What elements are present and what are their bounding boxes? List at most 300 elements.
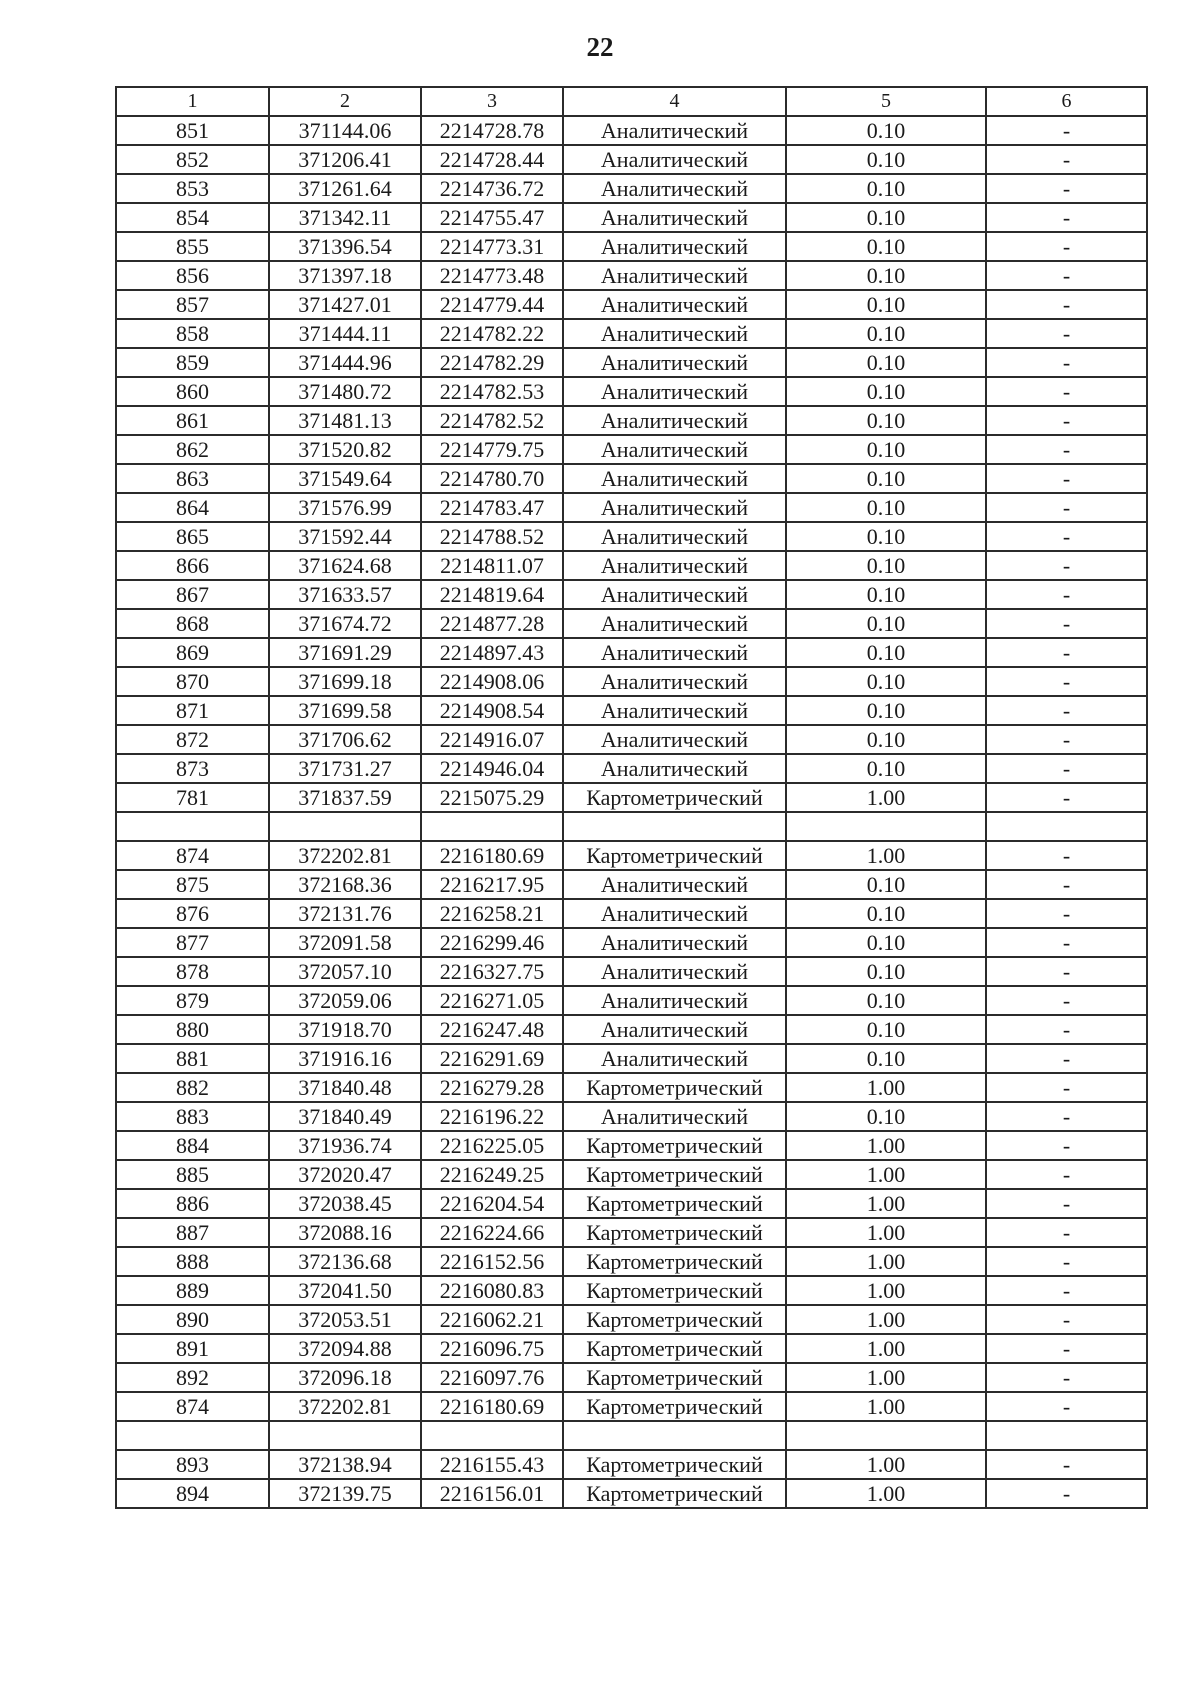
accuracy-cell: 0.10 xyxy=(786,435,986,464)
accuracy-cell: 1.00 xyxy=(786,1131,986,1160)
table-row xyxy=(116,725,1147,754)
y-coordinate-cell: 2214877.28 xyxy=(421,609,563,638)
table-row xyxy=(116,464,1147,493)
method-cell: Аналитический xyxy=(563,522,786,551)
y-coordinate-cell: 2214728.78 xyxy=(421,116,563,145)
method-cell: Аналитический xyxy=(563,261,786,290)
note-cell: - xyxy=(986,348,1147,377)
method-cell: Аналитический xyxy=(563,609,786,638)
y-coordinate-cell: 2214908.06 xyxy=(421,667,563,696)
note-cell: - xyxy=(986,1363,1147,1392)
note-cell: - xyxy=(986,725,1147,754)
x-coordinate-cell: 371837.59 xyxy=(269,783,421,812)
point-number-cell: 876 xyxy=(116,899,269,928)
note-cell: - xyxy=(986,1334,1147,1363)
x-coordinate-cell: 372139.75 xyxy=(269,1479,421,1508)
note-cell: - xyxy=(986,870,1147,899)
accuracy-cell: 1.00 xyxy=(786,783,986,812)
method-cell: Аналитический xyxy=(563,986,786,1015)
note-cell: - xyxy=(986,899,1147,928)
method-cell: Аналитический xyxy=(563,551,786,580)
method-cell: Аналитический xyxy=(563,203,786,232)
y-coordinate-cell: 2216249.25 xyxy=(421,1160,563,1189)
note-cell: - xyxy=(986,928,1147,957)
method-cell: Картометрический xyxy=(563,783,786,812)
note-cell: - xyxy=(986,377,1147,406)
method-cell: Картометрический xyxy=(563,1363,786,1392)
x-coordinate-cell: 371480.72 xyxy=(269,377,421,406)
note-cell: - xyxy=(986,638,1147,667)
x-coordinate-cell: 372038.45 xyxy=(269,1189,421,1218)
x-coordinate-cell: 371706.62 xyxy=(269,725,421,754)
x-coordinate-cell: 371444.11 xyxy=(269,319,421,348)
method-cell: Аналитический xyxy=(563,899,786,928)
table-row xyxy=(116,899,1147,928)
y-coordinate-cell xyxy=(421,1421,563,1450)
point-number-cell: 884 xyxy=(116,1131,269,1160)
accuracy-cell: 0.10 xyxy=(786,232,986,261)
y-coordinate-cell: 2214783.47 xyxy=(421,493,563,522)
method-cell: Аналитический xyxy=(563,696,786,725)
note-cell: - xyxy=(986,261,1147,290)
y-coordinate-cell: 2216155.43 xyxy=(421,1450,563,1479)
point-number-cell: 870 xyxy=(116,667,269,696)
accuracy-cell: 1.00 xyxy=(786,1189,986,1218)
table-row xyxy=(116,1131,1147,1160)
x-coordinate-cell: 371576.99 xyxy=(269,493,421,522)
accuracy-cell: 0.10 xyxy=(786,377,986,406)
accuracy-cell: 0.10 xyxy=(786,725,986,754)
method-cell: Картометрический xyxy=(563,1189,786,1218)
x-coordinate-cell: 371397.18 xyxy=(269,261,421,290)
accuracy-cell: 0.10 xyxy=(786,493,986,522)
y-coordinate-cell: 2214773.31 xyxy=(421,232,563,261)
method-cell: Картометрический xyxy=(563,1247,786,1276)
table-row xyxy=(116,957,1147,986)
table-row xyxy=(116,783,1147,812)
method-cell: Аналитический xyxy=(563,406,786,435)
method-cell: Аналитический xyxy=(563,435,786,464)
accuracy-cell: 1.00 xyxy=(786,1160,986,1189)
y-coordinate-cell: 2214736.72 xyxy=(421,174,563,203)
x-coordinate-cell: 371396.54 xyxy=(269,232,421,261)
table-row xyxy=(116,145,1147,174)
note-cell: - xyxy=(986,609,1147,638)
column-header-4: 4 xyxy=(563,87,786,116)
x-coordinate-cell xyxy=(269,1421,421,1450)
point-number-cell: 889 xyxy=(116,1276,269,1305)
note-cell: - xyxy=(986,1102,1147,1131)
column-header-2: 2 xyxy=(269,87,421,116)
note-cell: - xyxy=(986,1015,1147,1044)
method-cell: Аналитический xyxy=(563,232,786,261)
method-cell: Аналитический xyxy=(563,957,786,986)
point-number-cell: 874 xyxy=(116,1392,269,1421)
accuracy-cell: 0.10 xyxy=(786,1015,986,1044)
note-cell: - xyxy=(986,667,1147,696)
y-coordinate-cell: 2216327.75 xyxy=(421,957,563,986)
accuracy-cell: 0.10 xyxy=(786,145,986,174)
method-cell: Аналитический xyxy=(563,464,786,493)
table-row xyxy=(116,435,1147,464)
column-header-3: 3 xyxy=(421,87,563,116)
y-coordinate-cell: 2214755.47 xyxy=(421,203,563,232)
note-cell: - xyxy=(986,580,1147,609)
table-row xyxy=(116,1392,1147,1421)
x-coordinate-cell: 371840.49 xyxy=(269,1102,421,1131)
point-number-cell: 887 xyxy=(116,1218,269,1247)
table-row xyxy=(116,1479,1147,1508)
accuracy-cell: 0.10 xyxy=(786,928,986,957)
point-number-cell: 865 xyxy=(116,522,269,551)
y-coordinate-cell: 2216225.05 xyxy=(421,1131,563,1160)
x-coordinate-cell: 371144.06 xyxy=(269,116,421,145)
column-header-1: 1 xyxy=(116,87,269,116)
note-cell: - xyxy=(986,841,1147,870)
table-row xyxy=(116,638,1147,667)
point-number-cell: 893 xyxy=(116,1450,269,1479)
table-row xyxy=(116,1218,1147,1247)
y-coordinate-cell: 2214779.44 xyxy=(421,290,563,319)
x-coordinate-cell: 371206.41 xyxy=(269,145,421,174)
method-cell: Аналитический xyxy=(563,145,786,174)
point-number-cell: 851 xyxy=(116,116,269,145)
point-number-cell: 875 xyxy=(116,870,269,899)
note-cell xyxy=(986,1421,1147,1450)
note-cell: - xyxy=(986,319,1147,348)
accuracy-cell: 0.10 xyxy=(786,174,986,203)
table-row xyxy=(116,406,1147,435)
y-coordinate-cell: 2214946.04 xyxy=(421,754,563,783)
x-coordinate-cell: 372059.06 xyxy=(269,986,421,1015)
accuracy-cell: 0.10 xyxy=(786,957,986,986)
table-row xyxy=(116,493,1147,522)
accuracy-cell: 0.10 xyxy=(786,1102,986,1131)
note-cell: - xyxy=(986,1044,1147,1073)
y-coordinate-cell: 2216196.22 xyxy=(421,1102,563,1131)
accuracy-cell: 1.00 xyxy=(786,1247,986,1276)
note-cell: - xyxy=(986,551,1147,580)
note-cell: - xyxy=(986,1189,1147,1218)
table-row xyxy=(116,261,1147,290)
point-number-cell xyxy=(116,812,269,841)
y-coordinate-cell: 2214779.75 xyxy=(421,435,563,464)
table-row xyxy=(116,174,1147,203)
point-number-cell: 871 xyxy=(116,696,269,725)
x-coordinate-cell: 372053.51 xyxy=(269,1305,421,1334)
table-row xyxy=(116,551,1147,580)
point-number-cell: 863 xyxy=(116,464,269,493)
y-coordinate-cell: 2216156.01 xyxy=(421,1479,563,1508)
y-coordinate-cell: 2214782.52 xyxy=(421,406,563,435)
x-coordinate-cell: 371699.58 xyxy=(269,696,421,725)
table-row xyxy=(116,841,1147,870)
note-cell xyxy=(986,812,1147,841)
column-header-6: 6 xyxy=(986,87,1147,116)
note-cell: - xyxy=(986,435,1147,464)
method-cell: Аналитический xyxy=(563,667,786,696)
table-row xyxy=(116,377,1147,406)
x-coordinate-cell: 371731.27 xyxy=(269,754,421,783)
x-coordinate-cell: 371936.74 xyxy=(269,1131,421,1160)
point-number-cell: 856 xyxy=(116,261,269,290)
x-coordinate-cell: 371916.16 xyxy=(269,1044,421,1073)
table-row xyxy=(116,812,1147,841)
note-cell: - xyxy=(986,754,1147,783)
accuracy-cell: 0.10 xyxy=(786,870,986,899)
table-row xyxy=(116,1044,1147,1073)
note-cell: - xyxy=(986,1073,1147,1102)
table-row xyxy=(116,667,1147,696)
method-cell: Аналитический xyxy=(563,174,786,203)
note-cell: - xyxy=(986,116,1147,145)
accuracy-cell xyxy=(786,1421,986,1450)
accuracy-cell: 0.10 xyxy=(786,522,986,551)
point-number-cell: 859 xyxy=(116,348,269,377)
y-coordinate-cell: 2216080.83 xyxy=(421,1276,563,1305)
accuracy-cell: 0.10 xyxy=(786,551,986,580)
accuracy-cell: 1.00 xyxy=(786,1218,986,1247)
accuracy-cell: 0.10 xyxy=(786,290,986,319)
method-cell: Аналитический xyxy=(563,725,786,754)
x-coordinate-cell: 372131.76 xyxy=(269,899,421,928)
note-cell: - xyxy=(986,1276,1147,1305)
point-number-cell: 868 xyxy=(116,609,269,638)
point-number-cell: 866 xyxy=(116,551,269,580)
table-row xyxy=(116,319,1147,348)
x-coordinate-cell: 372096.18 xyxy=(269,1363,421,1392)
y-coordinate-cell: 2214897.43 xyxy=(421,638,563,667)
method-cell: Картометрический xyxy=(563,1073,786,1102)
point-number-cell: 867 xyxy=(116,580,269,609)
x-coordinate-cell: 372057.10 xyxy=(269,957,421,986)
note-cell: - xyxy=(986,1392,1147,1421)
accuracy-cell: 0.10 xyxy=(786,667,986,696)
y-coordinate-cell: 2216258.21 xyxy=(421,899,563,928)
method-cell: Аналитический xyxy=(563,928,786,957)
x-coordinate-cell: 371342.11 xyxy=(269,203,421,232)
method-cell: Картометрический xyxy=(563,1392,786,1421)
method-cell: Аналитический xyxy=(563,870,786,899)
x-coordinate-cell: 372138.94 xyxy=(269,1450,421,1479)
table-row xyxy=(116,1189,1147,1218)
table-row xyxy=(116,1073,1147,1102)
method-cell: Аналитический xyxy=(563,638,786,667)
note-cell: - xyxy=(986,957,1147,986)
x-coordinate-cell: 371699.18 xyxy=(269,667,421,696)
point-number-cell: 874 xyxy=(116,841,269,870)
note-cell: - xyxy=(986,203,1147,232)
y-coordinate-cell: 2216217.95 xyxy=(421,870,563,899)
y-coordinate-cell: 2214782.22 xyxy=(421,319,563,348)
point-number-cell: 860 xyxy=(116,377,269,406)
y-coordinate-cell: 2216152.56 xyxy=(421,1247,563,1276)
note-cell: - xyxy=(986,464,1147,493)
point-number-cell: 869 xyxy=(116,638,269,667)
point-number-cell: 854 xyxy=(116,203,269,232)
note-cell: - xyxy=(986,1450,1147,1479)
x-coordinate-cell: 371549.64 xyxy=(269,464,421,493)
x-coordinate-cell: 371427.01 xyxy=(269,290,421,319)
accuracy-cell: 1.00 xyxy=(786,1073,986,1102)
point-number-cell: 879 xyxy=(116,986,269,1015)
note-cell: - xyxy=(986,522,1147,551)
table-row xyxy=(116,1247,1147,1276)
table-row xyxy=(116,580,1147,609)
point-number-cell: 878 xyxy=(116,957,269,986)
y-coordinate-cell: 2216204.54 xyxy=(421,1189,563,1218)
accuracy-cell: 0.10 xyxy=(786,696,986,725)
note-cell: - xyxy=(986,174,1147,203)
page-number: 22 xyxy=(586,32,614,62)
x-coordinate-cell: 372091.58 xyxy=(269,928,421,957)
point-number-cell: 883 xyxy=(116,1102,269,1131)
note-cell: - xyxy=(986,1131,1147,1160)
method-cell: Аналитический xyxy=(563,493,786,522)
y-coordinate-cell: 2216096.75 xyxy=(421,1334,563,1363)
accuracy-cell: 0.10 xyxy=(786,1044,986,1073)
x-coordinate-cell: 372094.88 xyxy=(269,1334,421,1363)
x-coordinate-cell: 371481.13 xyxy=(269,406,421,435)
table-row xyxy=(116,1305,1147,1334)
point-number-cell: 890 xyxy=(116,1305,269,1334)
table-row xyxy=(116,116,1147,145)
table-row xyxy=(116,870,1147,899)
x-coordinate-cell: 371918.70 xyxy=(269,1015,421,1044)
y-coordinate-cell: 2214773.48 xyxy=(421,261,563,290)
point-number-cell: 885 xyxy=(116,1160,269,1189)
accuracy-cell: 1.00 xyxy=(786,841,986,870)
y-coordinate-cell: 2214728.44 xyxy=(421,145,563,174)
table-row xyxy=(116,1450,1147,1479)
method-cell: Аналитический xyxy=(563,754,786,783)
point-number-cell: 886 xyxy=(116,1189,269,1218)
accuracy-cell: 0.10 xyxy=(786,319,986,348)
note-cell: - xyxy=(986,290,1147,319)
point-number-cell: 892 xyxy=(116,1363,269,1392)
note-cell: - xyxy=(986,1247,1147,1276)
point-number-cell: 873 xyxy=(116,754,269,783)
accuracy-cell: 0.10 xyxy=(786,203,986,232)
x-coordinate-cell: 371444.96 xyxy=(269,348,421,377)
table-row xyxy=(116,1160,1147,1189)
y-coordinate-cell: 2216271.05 xyxy=(421,986,563,1015)
y-coordinate-cell: 2216299.46 xyxy=(421,928,563,957)
table-row xyxy=(116,290,1147,319)
y-coordinate-cell: 2214788.52 xyxy=(421,522,563,551)
accuracy-cell: 1.00 xyxy=(786,1450,986,1479)
point-number-cell: 864 xyxy=(116,493,269,522)
point-number-cell: 781 xyxy=(116,783,269,812)
method-cell: Картометрический xyxy=(563,1218,786,1247)
accuracy-cell: 1.00 xyxy=(786,1276,986,1305)
note-cell: - xyxy=(986,493,1147,522)
point-number-cell: 862 xyxy=(116,435,269,464)
x-coordinate-cell: 371840.48 xyxy=(269,1073,421,1102)
accuracy-cell: 0.10 xyxy=(786,261,986,290)
point-number-cell: 877 xyxy=(116,928,269,957)
table-row xyxy=(116,1102,1147,1131)
x-coordinate-cell: 371674.72 xyxy=(269,609,421,638)
accuracy-cell: 0.10 xyxy=(786,986,986,1015)
point-number-cell: 855 xyxy=(116,232,269,261)
method-cell: Аналитический xyxy=(563,348,786,377)
point-number-cell: 872 xyxy=(116,725,269,754)
method-cell: Аналитический xyxy=(563,116,786,145)
x-coordinate-cell: 371261.64 xyxy=(269,174,421,203)
accuracy-cell: 1.00 xyxy=(786,1363,986,1392)
accuracy-cell: 0.10 xyxy=(786,348,986,377)
accuracy-cell: 1.00 xyxy=(786,1392,986,1421)
x-coordinate-cell: 371592.44 xyxy=(269,522,421,551)
y-coordinate-cell: 2214916.07 xyxy=(421,725,563,754)
x-coordinate-cell: 372041.50 xyxy=(269,1276,421,1305)
accuracy-cell: 1.00 xyxy=(786,1479,986,1508)
table-row xyxy=(116,928,1147,957)
method-cell: Картометрический xyxy=(563,1276,786,1305)
y-coordinate-cell xyxy=(421,812,563,841)
y-coordinate-cell: 2214780.70 xyxy=(421,464,563,493)
x-coordinate-cell xyxy=(269,812,421,841)
y-coordinate-cell: 2214782.53 xyxy=(421,377,563,406)
accuracy-cell: 0.10 xyxy=(786,754,986,783)
note-cell: - xyxy=(986,986,1147,1015)
y-coordinate-cell: 2216097.76 xyxy=(421,1363,563,1392)
y-coordinate-cell: 2214908.54 xyxy=(421,696,563,725)
x-coordinate-cell: 372136.68 xyxy=(269,1247,421,1276)
method-cell: Аналитический xyxy=(563,1102,786,1131)
table-row xyxy=(116,232,1147,261)
point-number-cell: 861 xyxy=(116,406,269,435)
method-cell: Картометрический xyxy=(563,1160,786,1189)
point-number-cell: 853 xyxy=(116,174,269,203)
x-coordinate-cell: 371691.29 xyxy=(269,638,421,667)
table-row xyxy=(116,522,1147,551)
accuracy-cell: 0.10 xyxy=(786,580,986,609)
table-row xyxy=(116,1363,1147,1392)
point-number-cell: 857 xyxy=(116,290,269,319)
x-coordinate-cell: 372168.36 xyxy=(269,870,421,899)
table-row xyxy=(116,203,1147,232)
method-cell: Картометрический xyxy=(563,1305,786,1334)
table-row xyxy=(116,696,1147,725)
point-number-cell: 891 xyxy=(116,1334,269,1363)
y-coordinate-cell: 2214782.29 xyxy=(421,348,563,377)
y-coordinate-cell: 2214819.64 xyxy=(421,580,563,609)
y-coordinate-cell: 2215075.29 xyxy=(421,783,563,812)
point-number-cell: 882 xyxy=(116,1073,269,1102)
x-coordinate-cell: 372202.81 xyxy=(269,1392,421,1421)
accuracy-cell: 1.00 xyxy=(786,1334,986,1363)
x-coordinate-cell: 372020.47 xyxy=(269,1160,421,1189)
header-row xyxy=(116,87,1147,116)
x-coordinate-cell: 371633.57 xyxy=(269,580,421,609)
y-coordinate-cell: 2214811.07 xyxy=(421,551,563,580)
point-number-cell: 852 xyxy=(116,145,269,174)
note-cell: - xyxy=(986,1218,1147,1247)
note-cell: - xyxy=(986,1305,1147,1334)
table-row xyxy=(116,1334,1147,1363)
accuracy-cell: 0.10 xyxy=(786,406,986,435)
accuracy-cell: 0.10 xyxy=(786,609,986,638)
table-row xyxy=(116,1421,1147,1450)
coordinates-table xyxy=(115,86,1148,1509)
method-cell: Картометрический xyxy=(563,1450,786,1479)
x-coordinate-cell: 372202.81 xyxy=(269,841,421,870)
point-number-cell: 880 xyxy=(116,1015,269,1044)
table-row xyxy=(116,986,1147,1015)
y-coordinate-cell: 2216224.66 xyxy=(421,1218,563,1247)
